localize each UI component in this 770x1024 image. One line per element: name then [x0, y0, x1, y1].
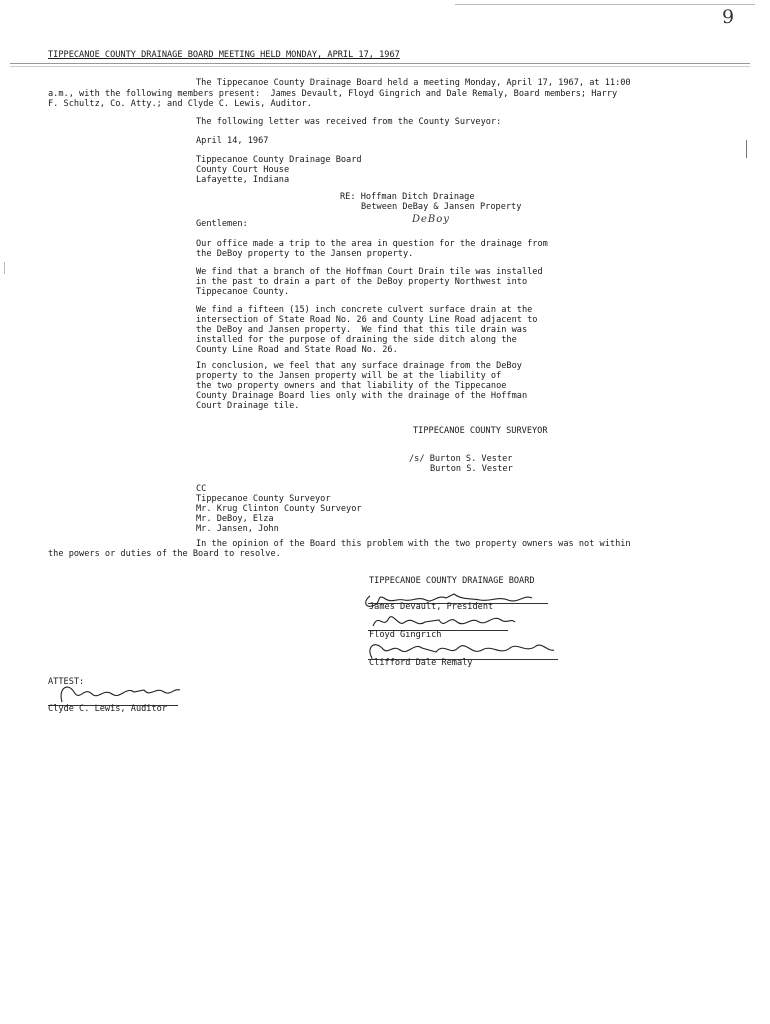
- addressee-line-3: Lafayette, Indiana: [196, 175, 290, 185]
- surveyor-name: Burton S. Vester: [430, 464, 513, 474]
- addressee-line-2: County Court House: [196, 165, 290, 175]
- cc-line-1: Tippecanoe County Surveyor: [196, 494, 331, 504]
- surveyor-signature: /s/ Burton S. Vester: [409, 454, 513, 464]
- letter-date: April 14, 1967: [196, 136, 269, 146]
- header-rule-2: [10, 66, 750, 67]
- paragraph-2-line-3: Tippecanoe County.: [196, 287, 290, 297]
- paragraph-3-line-1: We find a fifteen (15) inch concrete culvert surface drain at the: [196, 305, 533, 315]
- document-title: TIPPECANOE COUNTY DRAINAGE BOARD MEETING HELD MONDAY, APRIL 17, 1967: [48, 50, 400, 60]
- board-signer-1: James Devault, President: [369, 602, 494, 612]
- cc-line-3: Mr. DeBoy, Elza: [196, 514, 274, 524]
- paragraph-3-line-4: installed for the purpose of draining the side ditch along the: [196, 335, 517, 345]
- opinion-line-1: In the opinion of the Board this problem with the two property owners was not within: [196, 539, 631, 549]
- intro-line-2: a.m., with the following members present: James Devault, Floyd Gingrich and Dale Remaly, Board members; Harry: [48, 89, 618, 99]
- opinion-line-2: the powers or duties of the Board to resolve.: [48, 549, 281, 559]
- paragraph-4-line-1: In conclusion, we feel that any surface drainage from the DeBoy: [196, 361, 522, 371]
- board-title: TIPPECANOE COUNTY DRAINAGE BOARD: [369, 576, 535, 586]
- paragraph-3-line-5: County Line Road and State Road No. 26.: [196, 345, 398, 355]
- intro-line-3: F. Schultz, Co. Atty.; and Clyde C. Lewis, Auditor.: [48, 99, 312, 109]
- re-line-2: Between DeBay & Jansen Property: [361, 202, 522, 212]
- salutation: Gentlemen:: [196, 219, 248, 229]
- cc-label: CC: [196, 484, 207, 494]
- paragraph-3-line-3: the DeBoy and Jansen property. We find that this tile drain was: [196, 325, 528, 335]
- cc-line-4: Mr. Jansen, John: [196, 524, 279, 534]
- paragraph-4-line-3: the two property owners and that liability of the Tippecanoe: [196, 381, 507, 391]
- re-line-1: RE: Hoffman Ditch Drainage: [340, 192, 475, 202]
- surveyor-title: TIPPECANOE COUNTY SURVEYOR: [413, 426, 548, 436]
- intro-line-1: The Tippecanoe County Drainage Board held a meeting Monday, April 17, 1967, at 11:00: [196, 78, 631, 88]
- paragraph-1-line-1: Our office made a trip to the area in question for the drainage from: [196, 239, 548, 249]
- paragraph-2-line-1: We find that a branch of the Hoffman Court Drain tile was installed: [196, 267, 543, 277]
- addressee-line-1: Tippecanoe County Drainage Board: [196, 155, 362, 165]
- cc-line-2: Mr. Krug Clinton County Surveyor: [196, 504, 362, 514]
- scan-mark-left: [4, 262, 5, 274]
- page-number: 9: [722, 6, 735, 28]
- paragraph-3-line-2: intersection of State Road No. 26 and County Line Road adjacent to: [196, 315, 538, 325]
- handwritten-correction: DeBoy: [412, 214, 450, 225]
- top-rule: [455, 4, 755, 5]
- attest-label: ATTEST:: [48, 677, 85, 687]
- paragraph-4-line-4: County Drainage Board lies only with the drainage of the Hoffman: [196, 391, 528, 401]
- paragraph-2-line-2: in the past to drain a part of the DeBoy property Northwest into: [196, 277, 528, 287]
- scan-mark-right: [746, 140, 747, 158]
- board-signer-3: Clifford Dale Remaly: [369, 658, 473, 668]
- paragraph-4-line-2: property to the Jansen property will be at the liability of: [196, 371, 502, 381]
- auditor-name: Clyde C. Lewis, Auditor: [48, 704, 167, 714]
- header-rule: [10, 63, 750, 64]
- board-signer-2: Floyd Gingrich: [369, 630, 442, 640]
- letter-intro: The following letter was received from the County Surveyor:: [196, 117, 502, 127]
- paragraph-4-line-5: Court Drainage tile.: [196, 401, 300, 411]
- paragraph-1-line-2: the DeBoy property to the Jansen property.: [196, 249, 414, 259]
